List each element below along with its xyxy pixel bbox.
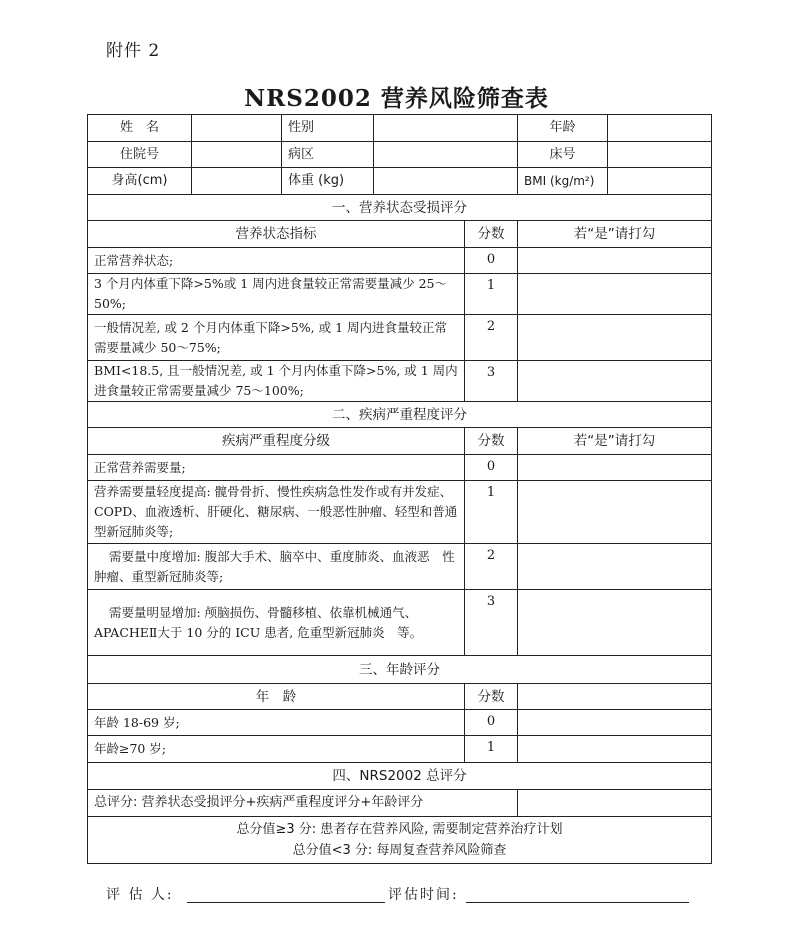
section2-col-score: 分数 [465, 428, 518, 455]
section3-row-score: 1 [465, 736, 518, 763]
section2-row [88, 590, 712, 656]
info-row-3 [88, 168, 712, 195]
weight-label: 体重 (kg) [282, 168, 374, 195]
section1-row-text: BMI<18.5, 且一般情况差, 或 1 个月内体重下降>5%, 或 1 周内进食量较正常需要量减少 75～100%; [88, 361, 465, 402]
section4-title: 四、NRS2002 总评分 [88, 763, 712, 790]
section3-header-row [88, 684, 712, 710]
section1-row-score: 1 [465, 274, 518, 315]
age-field[interactable] [608, 115, 712, 142]
screening-table [87, 114, 712, 864]
section1-header-row [88, 221, 712, 248]
total-score-note-low: 总分值<3 分: 每周复查营养风险筛查 [292, 843, 507, 858]
name-field[interactable] [192, 115, 282, 142]
section1-row-check[interactable] [518, 361, 712, 402]
section2-row [88, 544, 712, 590]
section3-row-check[interactable] [518, 710, 712, 736]
total-score-field[interactable] [518, 790, 712, 817]
section2-row-text: 正常营养需要量; [88, 455, 465, 481]
bed-label: 床号 [518, 142, 608, 168]
form-title: NRS2002 营养风险筛查表 [244, 85, 549, 112]
age-label: 年龄 [518, 115, 608, 142]
ward-field[interactable] [374, 142, 518, 168]
assessor-label: 评 估 人: [106, 887, 174, 903]
section2-row-text: 需要量明显增加: 颅脑损伤、骨髓移植、依靠机械通气、 APACHEⅡ大于 10 分的 ICU 患者, 危重型新冠肺炎 等。 [88, 590, 465, 656]
section2-row-score: 2 [465, 544, 518, 590]
section2-row-check[interactable] [518, 590, 712, 656]
attachment-label: 附件 2 [106, 41, 161, 61]
section4-formula-row [88, 790, 712, 817]
section1-row-text: 一般情况差, 或 2 个月内体重下降>5%, 或 1 周内进食量较正常需要量减少 50～75%; [88, 315, 465, 361]
gender-field[interactable] [374, 115, 518, 142]
section3-title-row [88, 656, 712, 684]
section1-row-check[interactable] [518, 315, 712, 361]
section1-row [88, 248, 712, 274]
section3-row [88, 710, 712, 736]
section1-row-text: 3 个月内体重下降>5%或 1 周内进食量较正常需要量减少 25～50%; [88, 274, 465, 315]
info-row-2 [88, 142, 712, 168]
section3-col-score: 分数 [465, 684, 518, 710]
assessment-time-label: 评估时间: [388, 887, 459, 903]
section1-row [88, 361, 712, 402]
section2-row [88, 481, 712, 544]
section3-col-indicator: 年 龄 [88, 684, 465, 710]
section1-row [88, 274, 712, 315]
assessor-line[interactable] [187, 902, 385, 903]
section4-note-row [88, 817, 712, 864]
section3-row-text: 年龄≥70 岁; [88, 736, 465, 763]
section3-row [88, 736, 712, 763]
ward-label: 病区 [282, 142, 374, 168]
section1-row-check[interactable] [518, 274, 712, 315]
section2-row-text: 需要量中度增加: 腹部大手术、脑卒中、重度肺炎、血液恶 性肿瘤、重型新冠肺炎等; [88, 544, 465, 590]
total-score-note-high: 总分值≥3 分: 患者存在营养风险, 需要制定营养治疗计划 [236, 822, 563, 837]
height-label: 身高(cm) [88, 168, 192, 195]
section1-row-score: 2 [465, 315, 518, 361]
height-field[interactable] [192, 168, 282, 195]
section2-row-check[interactable] [518, 544, 712, 590]
section2-header-row [88, 428, 712, 455]
section4-title-row [88, 763, 712, 790]
section2-title-row [88, 402, 712, 428]
section2-row-score: 1 [465, 481, 518, 544]
total-score-formula: 总评分: 营养状态受损评分+疾病严重程度评分+年龄评分 [88, 790, 518, 817]
section3-row-score: 0 [465, 710, 518, 736]
section1-col-score: 分数 [465, 221, 518, 248]
section3-title: 三、年龄评分 [88, 656, 712, 684]
name-label: 姓 名 [88, 115, 192, 142]
section1-title: 一、营养状态受损评分 [88, 195, 712, 221]
section1-title-row [88, 195, 712, 221]
section2-row-check[interactable] [518, 481, 712, 544]
section2-row-score: 3 [465, 590, 518, 656]
inpatient-no-label: 住院号 [88, 142, 192, 168]
assessment-time-line[interactable] [466, 902, 689, 903]
section2-row-text: 营养需要量轻度提高: 髋骨骨折、慢性疾病急性发作或有并发症、COPD、血液透析、肝硬化、糖尿病、一般恶性肿瘤、轻型和普通型新冠肺炎等; [88, 481, 465, 544]
bmi-label: BMI (kg/m²) [518, 168, 608, 195]
section2-col-check: 若“是”请打勾 [518, 428, 712, 455]
section1-row-check[interactable] [518, 248, 712, 274]
inpatient-no-field[interactable] [192, 142, 282, 168]
section3-row-check[interactable] [518, 736, 712, 763]
section1-col-check: 若“是”请打勾 [518, 221, 712, 248]
section2-col-indicator: 疾病严重程度分级 [88, 428, 465, 455]
gender-label: 性别 [282, 115, 374, 142]
section3-blank [518, 684, 712, 710]
section2-title: 二、疾病严重程度评分 [88, 402, 712, 428]
section1-col-indicator: 营养状态指标 [88, 221, 465, 248]
section3-row-text: 年龄 18-69 岁; [88, 710, 465, 736]
weight-field[interactable] [374, 168, 518, 195]
section2-row-score: 0 [465, 455, 518, 481]
section1-row [88, 315, 712, 361]
section1-row-score: 3 [465, 361, 518, 402]
section1-row-text: 正常营养状态; [88, 248, 465, 274]
section2-row-check[interactable] [518, 455, 712, 481]
section1-row-score: 0 [465, 248, 518, 274]
bed-field[interactable] [608, 142, 712, 168]
section2-row [88, 455, 712, 481]
bmi-field[interactable] [608, 168, 712, 195]
info-row-1 [88, 115, 712, 142]
